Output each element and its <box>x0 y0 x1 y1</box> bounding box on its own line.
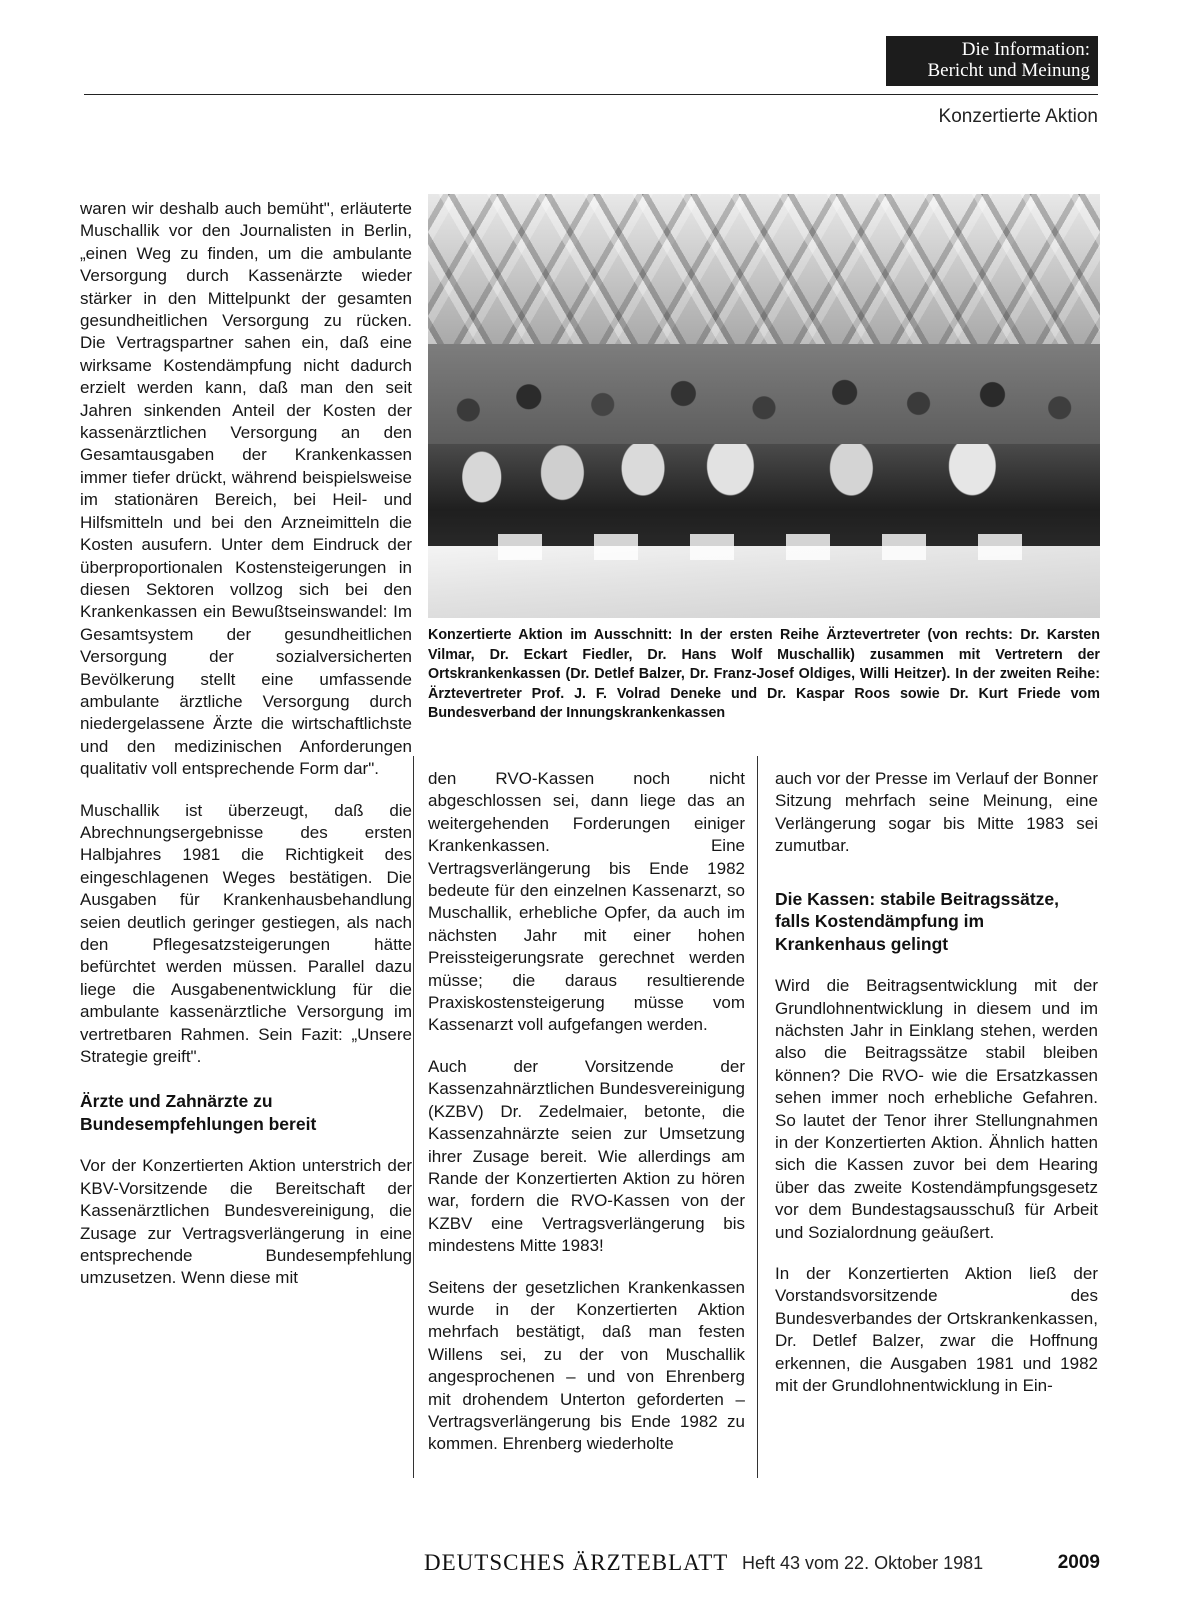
section-label: Konzertierte Aktion <box>938 106 1098 127</box>
photo-audience <box>428 344 1100 454</box>
paragraph: waren wir deshalb auch bemüht", erläuterte Muschallik vor den Journalisten in Berlin, „einen Weg zu finden, um die ambulante Versorgung durch Kassenärzte wieder stärker in den Mittelpunkt der gesamten gesundheitlichen Versorgung zu rücken. Die Vertragspartner sahen ein, daß eine wirksame Kostendämpfung nicht dadurch erzielt werden kann, daß man den seit Jahren sinkenden Anteil der Kosten der kassenärztlichen Versorgung an den Gesamtausgaben der Krankenkassen immer tiefer drückt, während beispielsweise im stationären Bereich, bei Heil- und Hilfsmitteln und bei den Arzneimitteln die Kosten ausufern. Unter dem Eindruck der überproportionalen Kostensteigerungen in diesen Sektoren vollzog sich bei den Krankenkassen ein Bewußtseinswandel: Im Gesamtsystem der gesundheitlichen Versorgung der sozialversicherten Bevölkerung stellt eine umfassende ambulante ärztliche Versorgung durch niedergelassene Ärzte die wirtschaftlichste und den medizinischen Anforderungen qualitativ voll entsprechende Form dar". <box>80 199 412 779</box>
photo-ceiling <box>428 194 1100 344</box>
paragraph: Auch der Vorsitzende der Kassenzahnärztlichen Bundesvereinigung (KZBV) Dr. Zedelmaier, betonte, die Kassenzahnärzte seien zur Umsetzung ihrer Zusage bereit. Wie allerdings am Rande der Konzertierten Aktion zu hören war, fordern die RVO-Kassen von der KZBV eine Vertragsverlängerung bis mindestens Mitte 1983! <box>428 1056 745 1256</box>
paragraph: In der Konzertierten Aktion ließ der Vorstandsvorsitzende des Bundesverbandes der Ortskrankenkassen, Dr. Detlef Balzer, zwar die Hoffnung erkennen, die Ausgaben 1981 und 1982 mit der Grundlohnentwicklung in Ein- <box>775 1264 1098 1396</box>
page-number: 2009 <box>1057 1552 1100 1573</box>
header-rule <box>84 94 1098 95</box>
section-badge <box>886 36 1098 86</box>
badge-line-1: Die Information: <box>961 39 1090 60</box>
masthead: DEUTSCHES ÄRZTEBLATT <box>424 1550 729 1575</box>
paragraph: Vor der Konzertierten Aktion unterstrich der KBV-Vorsitzende die Bereitschaft der Kassenärztlichen Bundesvereinigung, die Zusage zur Vertragsverlängerung in eine entsprechende Bundesempfehlung umzusetzen. Wenn diese mit <box>80 1156 412 1288</box>
article-column-1 <box>80 198 412 1290</box>
column-divider <box>757 756 758 1478</box>
subheading: Ärzte und Zahnärzte zu Bundesempfehlungen bereit <box>80 1091 317 1134</box>
conference-photo <box>428 194 1100 618</box>
paragraph: den RVO-Kassen noch nicht abgeschlossen sei, dann liege das an weitergehenden Forderungen einiger Krankenkassen. Eine Vertragsverlängerung bis Ende 1982 bedeute für den einzelnen Kassenarzt, so Muschallik, erhebliche Opfer, da auch im nächsten Jahr mit einer hohen Preissteigerungsrate gerechnet werden müsse; die daraus resultierende Praxiskostensteigerung müsse vom Kassenarzt voll aufgefangen werden. <box>428 769 745 1035</box>
page-footer <box>424 1550 1100 1578</box>
issue-info: Heft 43 vom 22. Oktober 1981 <box>742 1553 984 1573</box>
paragraph: Wird die Beitragsentwicklung mit der Grundlohnentwicklung in diesem und im nächsten Jahr in Einklang stehen, werden also die Beitragssätze stabil bleiben können? Die RVO- wie die Ersatzkassen sehen immer noch erhebliche Gefahren. So lautet der Tenor ihrer Stellungnahmen in der Konzertierten Aktion. Ähnlich hatten sich die Kassen zuvor bei dem Hearing über das zweite Kostendämpfungsgesetz vor dem Bundestagsausschuß für Arbeit und Sozialordnung geäußert. <box>775 976 1098 1242</box>
photo-papers <box>498 534 1058 560</box>
paragraph: Seitens der gesetzlichen Krankenkassen wurde in der Konzertierten Aktion mehrfach bestätigt, daß man festen Willens sei, zu der von Muschallik angesprochenen – und von Ehrenberg mit drohendem Unterton geforderten – Vertragsverlängerung bis Ende 1982 zu kommen. Ehrenberg wiederholte <box>428 1277 745 1454</box>
paragraph: Muschallik ist überzeugt, daß die Abrechnungsergebnisse des ersten Halbjahres 1981 die Richtigkeit des eingeschlagenen Weges bestätigen. Die Ausgaben für Krankenhausbehandlung seien deutlich geringer gestiegen, als nach den Pflegesatzsteigerungen hätte befürchtet werden müssen. Parallel dazu liege die Ausgabenentwicklung für die ambulante kassenärztliche Versorgung im vertretbaren Rahmen. Sein Fazit: „Unsere Strategie greift". <box>80 800 412 1067</box>
paragraph: auch vor der Presse im Verlauf der Bonner Sitzung mehrfach seine Meinung, eine Verlängerung sogar bis Mitte 1983 sei zumutbar. <box>775 769 1098 856</box>
subheading: Die Kassen: stabile Beitragssätze, falls Kostendämpfung im Krankenhaus gelingt <box>775 888 1060 954</box>
badge-line-2: Bericht und Meinung <box>927 60 1090 81</box>
article-column-2 <box>428 768 745 1456</box>
article-column-3 <box>775 768 1098 1397</box>
photo-caption: Konzertierte Aktion im Ausschnitt: In der ersten Reihe Ärztevertreter (von rechts: Dr. Karsten Vilmar, Dr. Eckart Fiedler, Dr. Hans Wolf Muschallik) zusammen mit Vertretern der Ortskrankenkassen (Dr. Detlef Balzer, Dr. Franz-Josef Oldiges, Willi Heitzer). In der zweiten Reihe: Ärztevertreter Prof. J. F. Volrad Deneke und Dr. Kaspar Roos sowie Dr. Kurt Friede vom Bundesverband der Innungskrankenkassen <box>428 627 1100 722</box>
column-divider <box>413 756 414 1478</box>
